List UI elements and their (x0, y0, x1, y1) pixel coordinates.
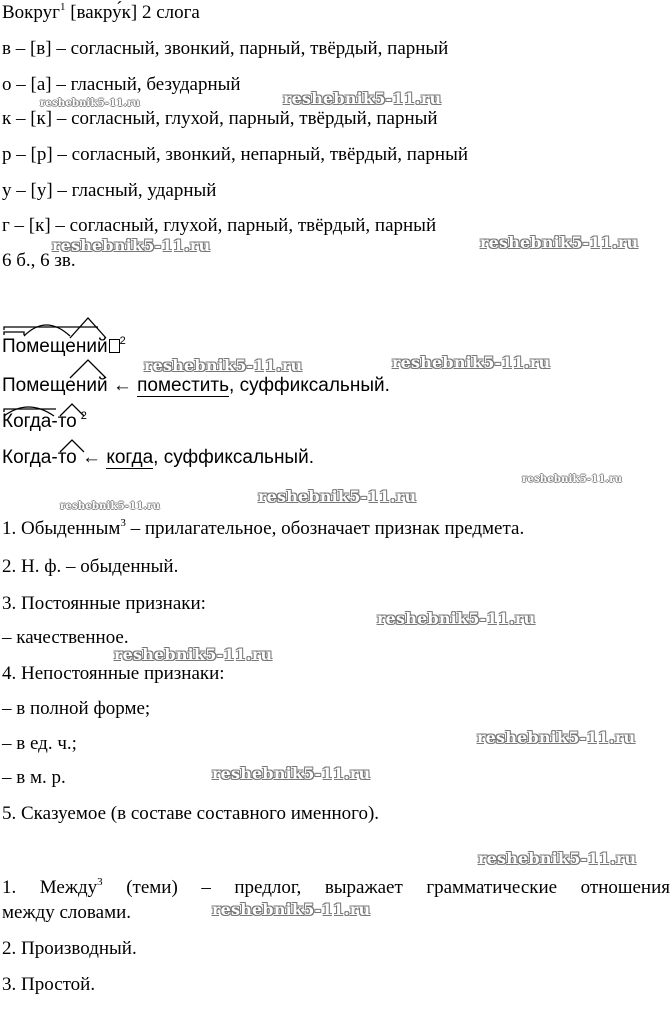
morph-deriv-2-arrow: ← (82, 447, 102, 468)
suffix-caret-icon (60, 404, 84, 416)
watermark: reshebnik5-11.ru (478, 849, 637, 868)
adj-line-1-post: – прилагательное, обозначает признак предмета. (125, 518, 525, 539)
phonetic-line-2: о – [а] – гласный, безударный (2, 74, 241, 95)
watermark: reshebnik5-11.ru (392, 353, 551, 372)
morph-deriv-2-word: Когда-то (2, 447, 77, 468)
watermark: reshebnik5-11.ru (283, 89, 442, 108)
adj-line-1-pre: 1. Обыденным (2, 518, 121, 539)
adj-footnote: 3 (120, 517, 126, 529)
phonetic-summary: 6 б., 6 зв. (2, 250, 76, 271)
watermark: reshebnik5-11.ru (114, 645, 273, 664)
watermark: reshebnik5-11.ru (477, 728, 636, 747)
prep-line-1 (2, 877, 670, 901)
morph-deriv-1-word: Помещений (2, 375, 108, 396)
adj-line-9: 5. Сказуемое (в составе составного именного). (2, 803, 380, 824)
adj-line-3: 3. Постоянные признаки: (2, 593, 206, 614)
phonetic-word: Вокруг (2, 2, 60, 23)
morph-deriv-2-rest: , суффиксальный. (153, 447, 314, 468)
watermark: reshebnik5-11.ru (40, 98, 141, 109)
watermark: reshebnik5-11.ru (212, 764, 371, 783)
phonetic-line-4: р – [р] – согласный, звонкий, непарный, твёрдый, парный (2, 144, 469, 165)
phonetic-line-3: к – [к] – согласный, глухой, парный, твёрдый, парный (2, 108, 438, 129)
prep-line-2: 2. Производный. (2, 938, 137, 959)
morph-word-2-footnote: 2 (80, 410, 87, 422)
adj-line-2: 2. Н. ф. – обыденный. (2, 556, 179, 577)
phonetic-footnote: 1 (59, 1, 66, 13)
suffix-caret-icon (60, 440, 84, 452)
adj-line-7: – в ед. ч.; (2, 733, 77, 754)
adj-line-6: – в полной форме; (2, 698, 151, 719)
morph-deriv-1-base: поместить (137, 375, 230, 396)
prep-footnote: 3 (97, 876, 103, 888)
suffix-caret-icon (70, 360, 106, 378)
watermark: reshebnik5-11.ru (522, 474, 623, 485)
watermark: reshebnik5-11.ru (258, 487, 417, 506)
watermark: reshebnik5-11.ru (52, 236, 211, 255)
watermark: reshebnik5-11.ru (144, 356, 303, 375)
phonetic-transcription: [вакру́к] 2 слога (65, 2, 200, 23)
suffix-caret-icon (70, 318, 106, 338)
watermark: reshebnik5-11.ru (212, 900, 371, 919)
morph-deriv-1-rest: , суффиксальный. (229, 375, 390, 396)
morph-deriv-2-base: когда (106, 447, 154, 468)
prep-line-1-cont: между словами. (2, 902, 132, 923)
prep-line-3: 3. Простой. (2, 974, 96, 995)
phonetic-line-1: в – [в] – согласный, звонкий, парный, твёрдый, парный (2, 38, 449, 59)
prefix-mark-icon (4, 332, 24, 335)
morph-deriv-1-arrow: ← (112, 375, 132, 396)
morph-word-2-text: Когда-то (2, 411, 77, 432)
morph-word-1-text: Помещений (2, 336, 108, 357)
watermark: reshebnik5-11.ru (60, 501, 161, 512)
watermark: reshebnik5-11.ru (377, 609, 536, 628)
watermark: reshebnik5-11.ru (480, 233, 639, 252)
prep-line-1-post: (теми) – предлог, выражает грамматические отношения (102, 877, 671, 898)
adj-line-1 (2, 518, 524, 542)
phonetic-line-5: у – [у] – гласный, ударный (2, 180, 217, 201)
stem-bracket-icon (4, 327, 98, 330)
phonetic-line-6: г – [к] – согласный, глухой, парный, твёрдый, парный (2, 215, 437, 236)
adj-line-4: – качественное. (2, 627, 129, 648)
morph-word-1-footnote: 2 (119, 335, 126, 347)
prep-line-1-pre: 1. Между (2, 877, 98, 898)
adj-line-5: 4. Непостоянные признаки: (2, 663, 225, 684)
adj-line-8: – в м. р. (2, 767, 66, 788)
